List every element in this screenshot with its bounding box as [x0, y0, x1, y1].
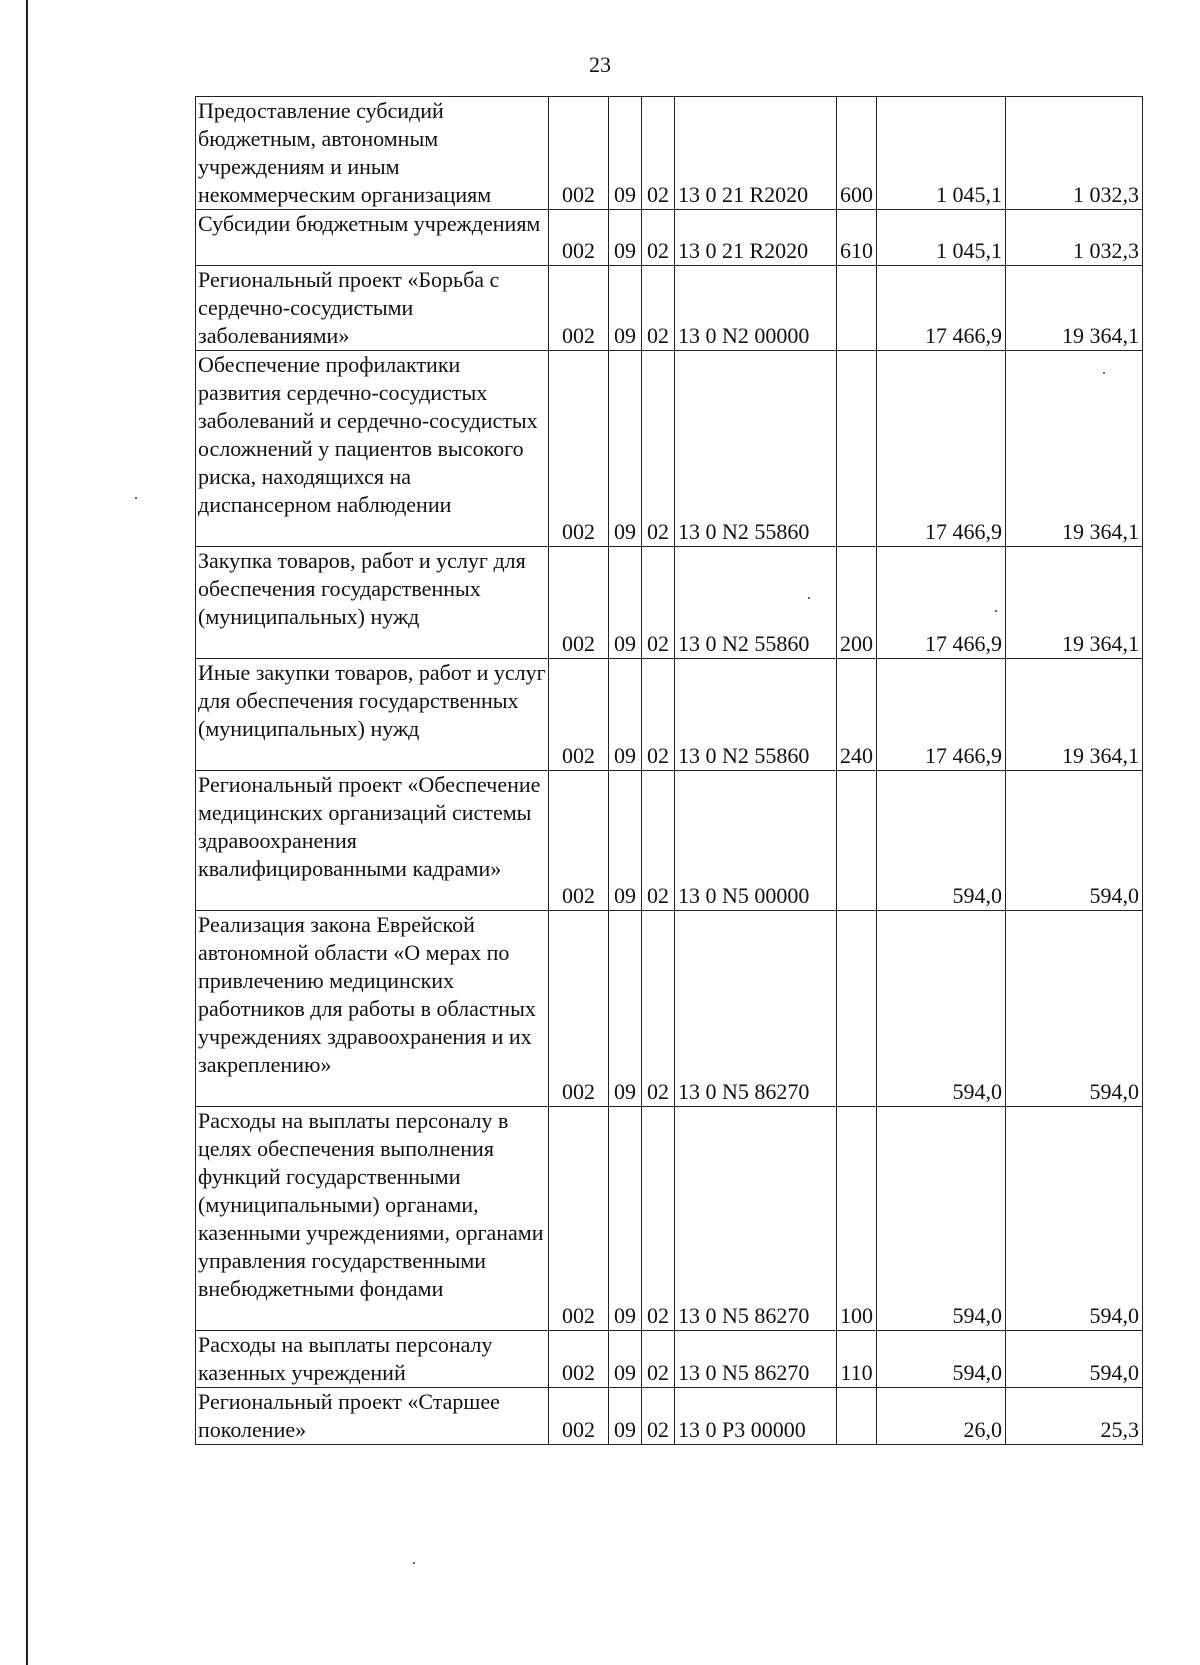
subsection-code: 02 — [642, 547, 675, 659]
amount-1: 1 045,1 — [877, 97, 1006, 210]
ministry-code: 002 — [549, 266, 609, 351]
section-code: 09 — [609, 1331, 642, 1388]
subsection-code: 02 — [642, 97, 675, 210]
amount-1: 17 466,9 — [877, 266, 1006, 351]
ministry-code: 002 — [549, 210, 609, 266]
table-row — [196, 1331, 1143, 1388]
table-row — [196, 547, 1143, 659]
row-name: Расходы на выплаты персоналу в целях обеспечения выполнения функций государственными (муниципальными) органами, казенными учреждениями, органами управления государственными внебюджетными фондами — [196, 1107, 549, 1331]
expense-type-code: 600 — [837, 97, 877, 210]
table-row — [196, 1388, 1143, 1445]
section-code: 09 — [609, 97, 642, 210]
scan-speck — [995, 610, 997, 612]
ministry-code: 002 — [549, 1331, 609, 1388]
row-name: Реализация закона Еврейской автономной области «О мерах по привлечению медицинских работников для работы в областных учреждениях здравоохранения и их закреплению» — [196, 911, 549, 1107]
budget-table — [195, 96, 1143, 1445]
row-name: Региональный проект «Борьба с сердечно-сосудистыми заболеваниями» — [196, 266, 549, 351]
scan-speck — [135, 497, 137, 499]
ministry-code: 002 — [549, 1388, 609, 1445]
ministry-code: 002 — [549, 547, 609, 659]
row-name: Обеспечение профилактики развития сердечно-сосудистых заболеваний и сердечно-сосудистых осложнений у пациентов высокого риска, находящихся на диспансерном наблюдении — [196, 351, 549, 547]
binding-edge-line — [26, 0, 28, 1665]
section-code: 09 — [609, 351, 642, 547]
table-row — [196, 351, 1143, 547]
section-code: 09 — [609, 771, 642, 911]
subsection-code: 02 — [642, 1331, 675, 1388]
amount-2: 19 364,1 — [1006, 266, 1143, 351]
subsection-code: 02 — [642, 210, 675, 266]
program-code: 13 0 21 R2020 — [675, 97, 837, 210]
amount-2: 594,0 — [1006, 771, 1143, 911]
amount-1: 1 045,1 — [877, 210, 1006, 266]
amount-2: 594,0 — [1006, 911, 1143, 1107]
section-code: 09 — [609, 659, 642, 771]
section-code: 09 — [609, 911, 642, 1107]
scan-speck — [808, 597, 810, 599]
expense-type-code: 240 — [837, 659, 877, 771]
amount-1: 594,0 — [877, 1331, 1006, 1388]
ministry-code: 002 — [549, 351, 609, 547]
ministry-code: 002 — [549, 659, 609, 771]
row-name: Иные закупки товаров, работ и услуг для обеспечения государственных (муниципальных) нужд — [196, 659, 549, 771]
amount-2: 25,3 — [1006, 1388, 1143, 1445]
program-code: 13 0 N2 00000 — [675, 266, 837, 351]
table-row — [196, 659, 1143, 771]
amount-1: 17 466,9 — [877, 351, 1006, 547]
expense-type-code — [837, 351, 877, 547]
expense-type-code — [837, 911, 877, 1107]
program-code: 13 0 N2 55860 — [675, 351, 837, 547]
table-row — [196, 266, 1143, 351]
expense-type-code: 100 — [837, 1107, 877, 1331]
table-row — [196, 1107, 1143, 1331]
program-code: 13 0 N2 55860 — [675, 547, 837, 659]
subsection-code: 02 — [642, 1107, 675, 1331]
section-code: 09 — [609, 210, 642, 266]
program-code: 13 0 P3 00000 — [675, 1388, 837, 1445]
scan-speck — [413, 1562, 415, 1564]
row-name: Закупка товаров, работ и услуг для обеспечения государственных (муниципальных) нужд — [196, 547, 549, 659]
amount-2: 1 032,3 — [1006, 97, 1143, 210]
row-name: Региональный проект «Обеспечение медицинских организаций системы здравоохранения квалифицированными кадрами» — [196, 771, 549, 911]
page-number: 23 — [589, 52, 611, 77]
subsection-code: 02 — [642, 659, 675, 771]
expense-type-code — [837, 771, 877, 911]
row-name: Расходы на выплаты персоналу казенных учреждений — [196, 1331, 549, 1388]
subsection-code: 02 — [642, 351, 675, 547]
section-code: 09 — [609, 1388, 642, 1445]
amount-1: 17 466,9 — [877, 547, 1006, 659]
expense-type-code: 110 — [837, 1331, 877, 1388]
section-code: 09 — [609, 266, 642, 351]
table-row — [196, 97, 1143, 210]
scan-speck — [1103, 372, 1105, 374]
program-code: 13 0 21 R2020 — [675, 210, 837, 266]
ministry-code: 002 — [549, 1107, 609, 1331]
row-name: Предоставление субсидий бюджетным, автономным учреждениям и иным некоммерческим организациям — [196, 97, 549, 210]
ministry-code: 002 — [549, 911, 609, 1107]
table-row — [196, 771, 1143, 911]
table-row — [196, 911, 1143, 1107]
amount-2: 1 032,3 — [1006, 210, 1143, 266]
expense-type-code — [837, 1388, 877, 1445]
program-code: 13 0 N5 86270 — [675, 911, 837, 1107]
section-code: 09 — [609, 547, 642, 659]
section-code: 09 — [609, 1107, 642, 1331]
program-code: 13 0 N2 55860 — [675, 659, 837, 771]
amount-2: 19 364,1 — [1006, 659, 1143, 771]
expense-type-code: 200 — [837, 547, 877, 659]
amount-2: 594,0 — [1006, 1331, 1143, 1388]
row-name: Субсидии бюджетным учреждениям — [196, 210, 549, 266]
amount-2: 19 364,1 — [1006, 547, 1143, 659]
program-code: 13 0 N5 86270 — [675, 1331, 837, 1388]
amount-2: 594,0 — [1006, 1107, 1143, 1331]
amount-1: 26,0 — [877, 1388, 1006, 1445]
expense-type-code — [837, 266, 877, 351]
amount-1: 594,0 — [877, 1107, 1006, 1331]
subsection-code: 02 — [642, 1388, 675, 1445]
amount-2: 19 364,1 — [1006, 351, 1143, 547]
expense-type-code: 610 — [837, 210, 877, 266]
program-code: 13 0 N5 86270 — [675, 1107, 837, 1331]
table-row — [196, 210, 1143, 266]
subsection-code: 02 — [642, 266, 675, 351]
ministry-code: 002 — [549, 97, 609, 210]
row-name: Региональный проект «Старшее поколение» — [196, 1388, 549, 1445]
amount-1: 594,0 — [877, 911, 1006, 1107]
amount-1: 17 466,9 — [877, 659, 1006, 771]
ministry-code: 002 — [549, 771, 609, 911]
subsection-code: 02 — [642, 911, 675, 1107]
amount-1: 594,0 — [877, 771, 1006, 911]
program-code: 13 0 N5 00000 — [675, 771, 837, 911]
subsection-code: 02 — [642, 771, 675, 911]
table-body — [196, 97, 1143, 1445]
